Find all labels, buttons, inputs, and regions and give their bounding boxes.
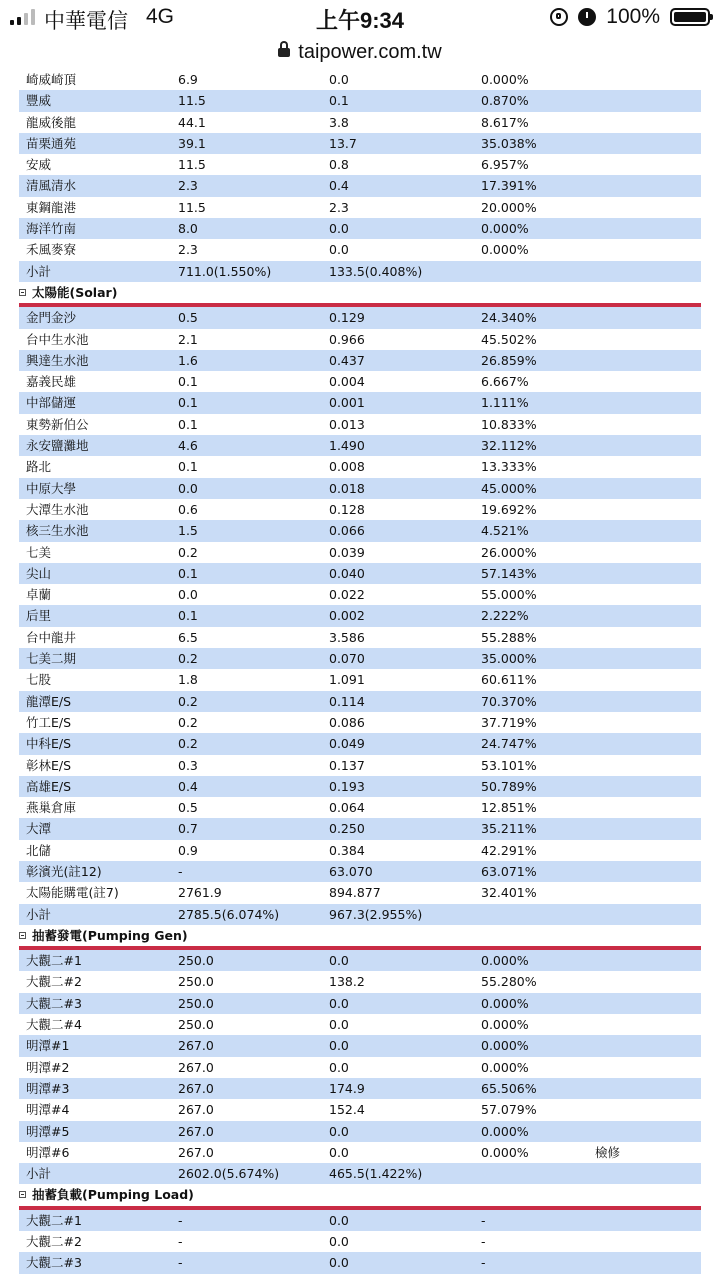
ratio-cell: 12.851% [481, 800, 537, 816]
power-table [0, 69, 720, 1274]
table-row [19, 840, 701, 861]
table-row [19, 971, 701, 992]
ratio-cell: 55.000% [481, 587, 537, 603]
table-row [19, 307, 701, 328]
table-row [19, 112, 701, 133]
capacity-cell: 267.0 [178, 1144, 214, 1160]
output-cell: 138.2 [329, 974, 365, 990]
unit-name-cell: 永安鹽灘地 [26, 438, 89, 454]
unit-name-cell: 明潭#3 [26, 1080, 70, 1096]
capacity-cell: 6.5 [178, 629, 198, 645]
capacity-cell: 267.0 [178, 1038, 214, 1054]
capacity-cell: 2.3 [178, 242, 198, 258]
unit-name-cell: 七股 [26, 672, 52, 688]
unit-name-cell: 中原大學 [26, 480, 77, 496]
capacity-cell: 8.0 [178, 221, 198, 237]
ratio-cell: 55.288% [481, 629, 537, 645]
collapse-toggle-icon[interactable] [19, 1191, 26, 1198]
unit-name-cell: 大觀二#3 [26, 995, 82, 1011]
capacity-cell: 0.2 [178, 544, 198, 560]
ratio-cell: 17.391% [481, 178, 537, 194]
output-cell: 0.066 [329, 523, 365, 539]
ratio-cell: 6.957% [481, 157, 529, 173]
output-cell: 0.8 [329, 157, 349, 173]
capacity-cell: - [178, 863, 183, 879]
output-cell: 0.114 [329, 693, 365, 709]
capacity-cell: 4.6 [178, 438, 198, 454]
output-cell: 0.0 [329, 995, 349, 1011]
ratio-cell: 65.506% [481, 1080, 537, 1096]
table-row [19, 1142, 701, 1163]
ratio-cell: 20.000% [481, 199, 537, 215]
capacity-cell: 0.0 [178, 587, 198, 603]
table-row [19, 691, 701, 712]
lock-icon [278, 47, 290, 61]
unit-name-cell: 安威 [26, 157, 52, 173]
output-cell: 0.966 [329, 331, 365, 347]
output-cell: 0.0 [329, 1212, 349, 1228]
table-row [19, 414, 701, 435]
capacity-cell: 250.0 [178, 1017, 214, 1033]
table-row [19, 239, 701, 260]
ratio-cell: 50.789% [481, 778, 537, 794]
ratio-cell: 53.101% [481, 757, 537, 773]
output-cell: 465.5(1.422%) [329, 1166, 423, 1182]
output-cell: 0.018 [329, 480, 365, 496]
unit-name-cell: 苗栗通苑 [26, 135, 77, 151]
unit-name-cell: 小計 [26, 263, 52, 279]
collapse-toggle-icon[interactable] [19, 289, 26, 296]
capacity-cell: 0.2 [178, 736, 198, 752]
ratio-cell: 45.502% [481, 331, 537, 347]
unit-name-cell: 彰林E/S [26, 757, 72, 773]
ratio-cell: 0.000% [481, 953, 529, 969]
ratio-cell: 35.038% [481, 135, 537, 151]
unit-name-cell: 后里 [26, 608, 52, 624]
output-cell: 0.0 [329, 953, 349, 969]
battery-icon [670, 8, 710, 26]
table-row [19, 154, 701, 175]
output-cell: 0.039 [329, 544, 365, 560]
output-cell: 0.4 [329, 178, 349, 194]
ratio-cell: 1.111% [481, 395, 529, 411]
output-cell: 0.040 [329, 565, 365, 581]
url-bar[interactable] [0, 34, 720, 70]
table-row [19, 627, 701, 648]
ratio-cell: - [481, 1234, 486, 1250]
table-row [19, 175, 701, 196]
unit-name-cell: 清風清水 [26, 178, 77, 194]
output-cell: 133.5(0.408%) [329, 263, 423, 279]
note-cell: 檢修 [595, 1144, 621, 1160]
ratio-cell: 0.000% [481, 1123, 529, 1139]
unit-name-cell: 小計 [26, 906, 52, 922]
ratio-cell: 13.333% [481, 459, 537, 475]
unit-name-cell: 中科E/S [26, 736, 72, 752]
capacity-cell: 0.1 [178, 416, 198, 432]
capacity-cell: 11.5 [178, 199, 206, 215]
ratio-cell: - [481, 1212, 486, 1228]
output-cell: 63.070 [329, 863, 373, 879]
unit-name-cell: 大觀二#1 [26, 953, 82, 969]
unit-name-cell: 明潭#2 [26, 1059, 70, 1075]
output-cell: 0.001 [329, 395, 365, 411]
ratio-cell: 57.143% [481, 565, 537, 581]
unit-name-cell: 中部儲運 [26, 395, 77, 411]
capacity-cell: 0.9 [178, 842, 198, 858]
table-row [19, 392, 701, 413]
unit-name-cell: 台中生水池 [26, 331, 89, 347]
capacity-cell: 0.2 [178, 651, 198, 667]
unit-name-cell: 東勢新伯公 [26, 416, 89, 432]
unit-name-cell: 尖山 [26, 565, 52, 581]
ratio-cell: 63.071% [481, 863, 537, 879]
capacity-cell: 11.5 [178, 157, 206, 173]
table-row [19, 456, 701, 477]
ratio-cell: 32.401% [481, 885, 537, 901]
table-row [19, 371, 701, 392]
capacity-cell: 0.1 [178, 565, 198, 581]
output-cell: 3.8 [329, 114, 349, 130]
output-cell: 174.9 [329, 1080, 365, 1096]
section-header[interactable] [19, 925, 701, 946]
table-row [19, 712, 701, 733]
unit-name-cell: 大觀二#2 [26, 1234, 82, 1250]
unit-name-cell: 興達生水池 [26, 352, 89, 368]
ratio-cell: 0.000% [481, 1144, 529, 1160]
table-row [19, 1035, 701, 1056]
network-type: 4G [146, 5, 175, 28]
output-cell: 0.064 [329, 800, 365, 816]
output-cell: 0.193 [329, 778, 365, 794]
ratio-cell: 32.112% [481, 438, 537, 454]
status-time: 上午9:34 [315, 8, 405, 33]
ratio-cell: 70.370% [481, 693, 537, 709]
unit-name-cell: 高雄E/S [26, 778, 72, 794]
output-cell: 0.086 [329, 714, 365, 730]
output-cell: 0.129 [329, 310, 365, 326]
table-row [19, 197, 701, 218]
section-title: 抽蓄負載(Pumping Load) [32, 1187, 194, 1203]
ratio-cell: 37.719% [481, 714, 537, 730]
unit-name-cell: 小計 [26, 1166, 52, 1182]
table-row [19, 1099, 701, 1120]
unit-name-cell: 卓蘭 [26, 587, 52, 603]
output-cell: 967.3(2.955%) [329, 906, 423, 922]
unit-name-cell: 北儲 [26, 842, 52, 858]
ratio-cell: 0.000% [481, 1017, 529, 1033]
capacity-cell: 1.6 [178, 352, 198, 368]
table-row [19, 733, 701, 754]
unit-name-cell: 明潭#6 [26, 1144, 70, 1160]
unit-name-cell: 海洋竹南 [26, 221, 77, 237]
ratio-cell: - [481, 1255, 486, 1271]
subtotal-row [19, 904, 701, 925]
capacity-cell: 0.0 [178, 480, 198, 496]
ratio-cell: 26.000% [481, 544, 537, 560]
table-row [19, 993, 701, 1014]
table-row [19, 648, 701, 669]
unit-name-cell: 明潭#5 [26, 1123, 70, 1139]
capacity-cell: 0.1 [178, 395, 198, 411]
section-title: 抽蓄發電(Pumping Gen) [32, 927, 188, 943]
table-row [19, 605, 701, 626]
output-cell: 0.0 [329, 1059, 349, 1075]
capacity-cell: 250.0 [178, 974, 214, 990]
unit-name-cell: 東鋼龍港 [26, 199, 77, 215]
output-cell: 0.0 [329, 1234, 349, 1250]
capacity-cell: 267.0 [178, 1080, 214, 1096]
ratio-cell: 26.859% [481, 352, 537, 368]
output-cell: 0.437 [329, 352, 365, 368]
unit-name-cell: 大潭生水池 [26, 501, 89, 517]
table-row [19, 861, 701, 882]
ratio-cell: 0.000% [481, 242, 529, 258]
ratio-cell: 60.611% [481, 672, 537, 688]
table-row [19, 1210, 701, 1231]
ratio-cell: 6.667% [481, 374, 529, 390]
ratio-cell: 57.079% [481, 1102, 537, 1118]
section-header[interactable] [19, 1184, 701, 1205]
capacity-cell: 1.5 [178, 523, 198, 539]
ratio-cell: 4.521% [481, 523, 529, 539]
capacity-cell: 44.1 [178, 114, 206, 130]
output-cell: 0.128 [329, 501, 365, 517]
output-cell: 2.3 [329, 199, 349, 215]
rotation-lock-icon [550, 8, 568, 26]
output-cell: 0.0 [329, 1017, 349, 1033]
unit-name-cell: 嘉義民雄 [26, 374, 77, 390]
capacity-cell: - [178, 1255, 183, 1271]
table-row [19, 218, 701, 239]
capacity-cell: 2761.9 [178, 885, 222, 901]
unit-name-cell: 明潭#1 [26, 1038, 70, 1054]
output-cell: 894.877 [329, 885, 381, 901]
ratio-cell: 0.000% [481, 995, 529, 1011]
capacity-cell: 250.0 [178, 953, 214, 969]
output-cell: 0.1 [329, 93, 349, 109]
output-cell: 1.091 [329, 672, 365, 688]
table-row [19, 1057, 701, 1078]
status-right [550, 5, 710, 29]
capacity-cell: - [178, 1212, 183, 1228]
capacity-cell: 0.5 [178, 310, 198, 326]
capacity-cell: 11.5 [178, 93, 206, 109]
output-cell: 0.070 [329, 651, 365, 667]
table-row [19, 133, 701, 154]
output-cell: 0.250 [329, 821, 365, 837]
unit-name-cell: 太陽能購電(註7) [26, 885, 119, 901]
capacity-cell: 2785.5(6.074%) [178, 906, 280, 922]
table-row [19, 584, 701, 605]
capacity-cell: 0.3 [178, 757, 198, 773]
capacity-cell: 0.6 [178, 501, 198, 517]
unit-name-cell: 核三生水池 [26, 523, 89, 539]
table-row [19, 669, 701, 690]
capacity-cell: 0.1 [178, 459, 198, 475]
output-cell: 0.384 [329, 842, 365, 858]
output-cell: 0.049 [329, 736, 365, 752]
subtotal-row [19, 1163, 701, 1184]
capacity-cell: 267.0 [178, 1123, 214, 1139]
output-cell: 1.490 [329, 438, 365, 454]
alarm-icon [578, 8, 596, 26]
unit-name-cell: 燕巢倉庫 [26, 800, 77, 816]
output-cell: 0.008 [329, 459, 365, 475]
unit-name-cell: 禾風麥寮 [26, 242, 77, 258]
capacity-cell: 39.1 [178, 135, 206, 151]
ratio-cell: 19.692% [481, 501, 537, 517]
status-bar [0, 0, 720, 34]
capacity-cell: 0.1 [178, 608, 198, 624]
table-row [19, 776, 701, 797]
table-row [19, 1252, 701, 1273]
unit-name-cell: 台中龍井 [26, 629, 77, 645]
table-row [19, 1121, 701, 1142]
output-cell: 0.0 [329, 1144, 349, 1160]
ratio-cell: 2.222% [481, 608, 529, 624]
capacity-cell: 0.2 [178, 693, 198, 709]
unit-name-cell: 豐威 [26, 93, 52, 109]
table-row [19, 818, 701, 839]
capacity-cell: 0.2 [178, 714, 198, 730]
output-cell: 0.002 [329, 608, 365, 624]
capacity-cell: 6.9 [178, 72, 198, 87]
capacity-cell: 711.0(1.550%) [178, 263, 272, 279]
table-row [19, 563, 701, 584]
battery-percent: 100% [606, 5, 660, 28]
output-cell: 0.0 [329, 242, 349, 258]
output-cell: 0.013 [329, 416, 365, 432]
ratio-cell: 0.870% [481, 93, 529, 109]
table-row [19, 435, 701, 456]
unit-name-cell: 七美 [26, 544, 52, 560]
capacity-cell: 267.0 [178, 1102, 214, 1118]
ratio-cell: 0.000% [481, 1059, 529, 1075]
capacity-cell: 2.3 [178, 178, 198, 194]
capacity-cell: 1.8 [178, 672, 198, 688]
table-row [19, 542, 701, 563]
unit-name-cell: 龍威後龍 [26, 114, 77, 130]
table-row [19, 1014, 701, 1035]
capacity-cell: 0.5 [178, 800, 198, 816]
section-title: 太陽能(Solar) [32, 284, 118, 300]
ratio-cell: 55.280% [481, 974, 537, 990]
output-cell: 0.022 [329, 587, 365, 603]
ratio-cell: 0.000% [481, 72, 529, 87]
unit-name-cell: 大潭 [26, 821, 52, 837]
section-header[interactable] [19, 282, 701, 303]
capacity-cell: 0.4 [178, 778, 198, 794]
unit-name-cell: 大觀二#1 [26, 1212, 82, 1228]
ratio-cell: 35.211% [481, 821, 537, 837]
capacity-cell: - [178, 1234, 183, 1250]
table-row [19, 90, 701, 111]
table-row [19, 755, 701, 776]
ratio-cell: 8.617% [481, 114, 529, 130]
collapse-toggle-icon[interactable] [19, 932, 26, 939]
table-row [19, 1231, 701, 1252]
output-cell: 0.004 [329, 374, 365, 390]
url-text[interactable]: taipower.com.tw [298, 40, 442, 63]
carrier-label: 中華電信 [44, 10, 128, 33]
capacity-cell: 0.1 [178, 374, 198, 390]
output-cell: 0.0 [329, 72, 349, 87]
output-cell: 0.137 [329, 757, 365, 773]
table-row [19, 478, 701, 499]
output-cell: 0.0 [329, 1255, 349, 1271]
output-cell: 3.586 [329, 629, 365, 645]
unit-name-cell: 崎威崎頂 [26, 72, 77, 87]
unit-name-cell: 大觀二#3 [26, 1255, 82, 1271]
unit-name-cell: 大觀二#4 [26, 1017, 82, 1033]
table-row [19, 1078, 701, 1099]
table-row [19, 950, 701, 971]
capacity-cell: 250.0 [178, 995, 214, 1011]
subtotal-row [19, 261, 701, 282]
output-cell: 13.7 [329, 135, 357, 151]
table-row [19, 520, 701, 541]
unit-name-cell: 大觀二#2 [26, 974, 82, 990]
unit-name-cell: 彰濱光(註12) [26, 863, 102, 879]
ratio-cell: 0.000% [481, 1038, 529, 1054]
table-row [19, 499, 701, 520]
output-cell: 0.0 [329, 221, 349, 237]
output-cell: 0.0 [329, 1123, 349, 1139]
ratio-cell: 0.000% [481, 221, 529, 237]
ratio-cell: 24.747% [481, 736, 537, 752]
table-row [19, 882, 701, 903]
unit-name-cell: 明潭#4 [26, 1102, 70, 1118]
output-cell: 152.4 [329, 1102, 365, 1118]
capacity-cell: 0.7 [178, 821, 198, 837]
capacity-cell: 2.1 [178, 331, 198, 347]
capacity-cell: 267.0 [178, 1059, 214, 1075]
ratio-cell: 42.291% [481, 842, 537, 858]
ratio-cell: 24.340% [481, 310, 537, 326]
unit-name-cell: 路北 [26, 459, 52, 475]
ratio-cell: 45.000% [481, 480, 537, 496]
ratio-cell: 10.833% [481, 416, 537, 432]
capacity-cell: 2602.0(5.674%) [178, 1166, 280, 1182]
output-cell: 0.0 [329, 1038, 349, 1054]
unit-name-cell: 七美二期 [26, 651, 77, 667]
unit-name-cell: 金門金沙 [26, 310, 77, 326]
unit-name-cell: 竹工E/S [26, 714, 72, 730]
table-row [19, 69, 701, 90]
unit-name-cell: 龍潭E/S [26, 693, 72, 709]
table-row [19, 797, 701, 818]
ratio-cell: 35.000% [481, 651, 537, 667]
table-row [19, 350, 701, 371]
table-row [19, 329, 701, 350]
